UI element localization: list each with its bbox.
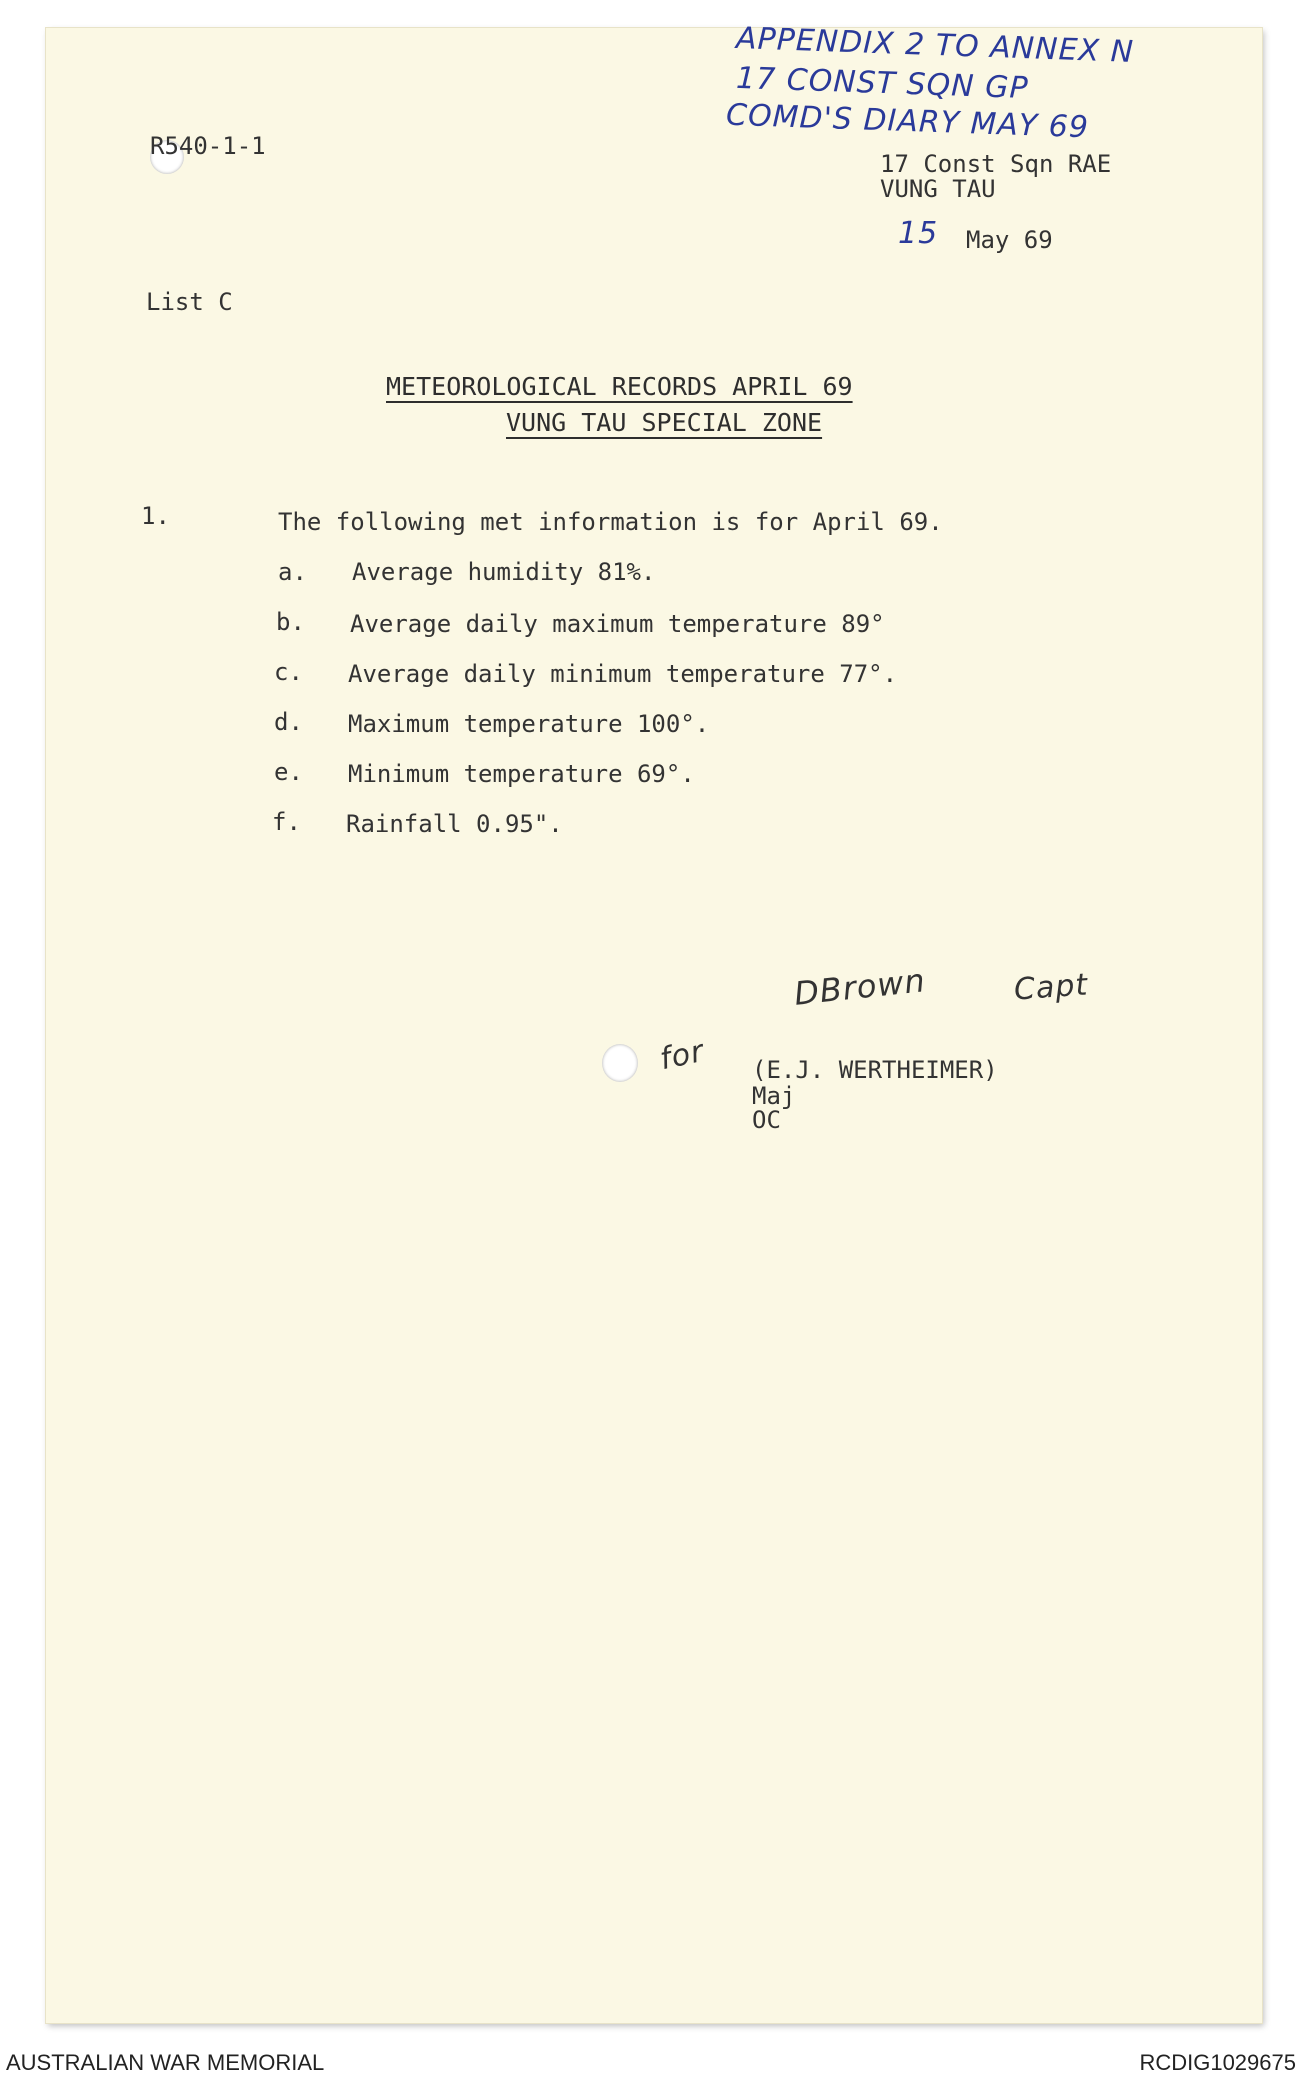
signatory-appointment: OC [752,1106,781,1134]
list-item-text: Average humidity 81%. [352,558,656,586]
document-page [46,21,1262,2023]
list-item-text: Maximum temperature 100°. [348,710,710,738]
signatory-name: (E.J. WERTHEIMER) [752,1056,998,1084]
paragraph-number: 1. [141,502,170,530]
list-item-letter: b. [276,608,305,636]
file-reference: R540-1-1 [150,132,266,160]
punch-hole-middle [602,1044,638,1082]
list-item-text: Minimum temperature 69°. [348,760,695,788]
list-item-letter: e. [274,758,303,786]
handwritten-rank: Capt [1012,967,1090,1008]
handwritten-annotation-line-3: COMD'S DIARY MAY 69 [725,97,1090,146]
list-item-letter: f. [272,808,301,836]
footer-credit: AUSTRALIAN WAR MEMORIAL [6,2050,325,2075]
handwritten-for-mark: for [656,1033,708,1078]
unit-name: 17 Const Sqn RAE [880,150,1112,178]
document-subtitle: VUNG TAU SPECIAL ZONE [506,408,823,437]
footer-id: RCDIG1029675 [1139,2050,1296,2075]
handwritten-annotation-line-1: APPENDIX 2 TO ANNEX N [735,21,1135,70]
list-item-text: Average daily minimum temperature 77°. [348,660,898,688]
list-item-letter: d. [274,708,303,736]
paragraph-intro: The following met information is for April 69. [278,508,943,536]
handwritten-date-day: 15 [898,216,939,251]
handwritten-annotation-line-2: 17 CONST SQN GP [735,60,1030,107]
list-item-text: Rainfall 0.95". [346,810,563,838]
list-label: List C [146,288,233,316]
list-item-letter: a. [278,558,307,586]
document-title: METEOROLOGICAL RECORDS APRIL 69 [386,372,853,401]
signatory-rank: Maj [752,1082,796,1110]
list-item-text: Average daily maximum temperature 89° [350,610,885,638]
unit-location: VUNG TAU [880,175,996,203]
date-month-year: May 69 [966,226,1053,254]
handwritten-signature: DBrown [792,961,928,1013]
list-item-letter: c. [274,658,303,686]
